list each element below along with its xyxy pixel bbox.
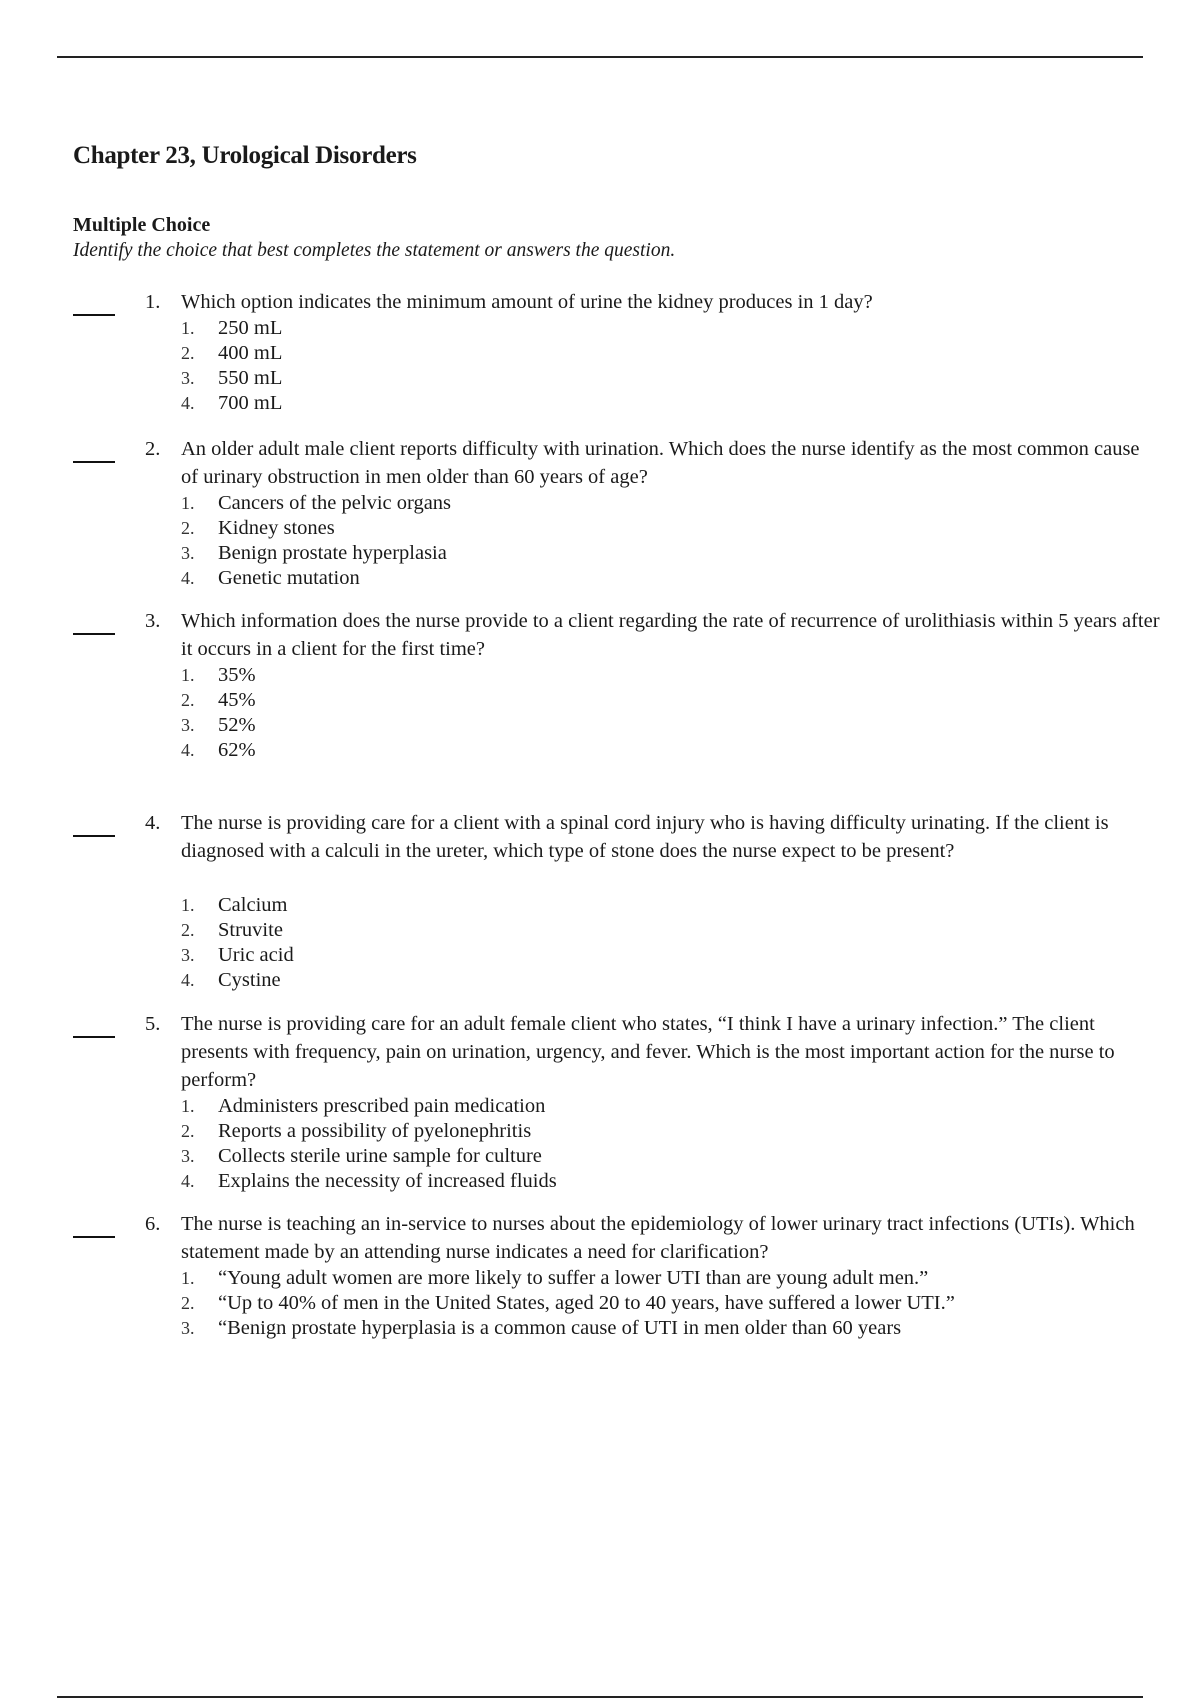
choice-text: Kidney stones xyxy=(218,517,335,539)
choice-number: 1. xyxy=(181,318,195,338)
choice-number: 2. xyxy=(181,690,195,710)
choice-number: 4. xyxy=(181,740,195,760)
choice-number: 1. xyxy=(181,1268,195,1288)
question-text: The nurse is providing care for a client with a spinal cord injury who is having difficulty urinating. If the client is diagnosed with a calculi in the ureter, which type of stone does the nurse expect to be present? xyxy=(181,812,1109,862)
choice-item xyxy=(181,1266,998,1291)
question-number: 6. xyxy=(145,1213,161,1235)
choice-number: 1. xyxy=(181,665,195,685)
choice-item xyxy=(181,316,282,341)
choice-item xyxy=(181,1144,557,1169)
choice-number: 2. xyxy=(181,1293,195,1313)
answer-blank[interactable] xyxy=(73,1236,115,1238)
question-text: The nurse is teaching an in-service to nurses about the epidemiology of lower urinary tract infections (UTIs). Which statement made by an attending nurse indicates a need for clarification? xyxy=(181,1213,1135,1263)
choice-number: 1. xyxy=(181,895,195,915)
question-number: 5. xyxy=(145,1013,161,1035)
choice-text: Collects sterile urine sample for culture xyxy=(218,1145,542,1167)
choice-number: 2. xyxy=(181,920,195,940)
choice-number: 3. xyxy=(181,1318,195,1338)
question-text: The nurse is providing care for an adult female client who states, “I think I have a urinary infection.” The client presents with frequency, pain on urination, urgency, and fever. Which is the most important action for the nurse to perform? xyxy=(181,1013,1115,1091)
choice-text: 35% xyxy=(218,664,256,686)
answer-blank[interactable] xyxy=(73,461,115,463)
page-title: Chapter 23, Urological Disorders xyxy=(73,142,417,169)
choice-item xyxy=(181,1119,557,1144)
choice-number: 1. xyxy=(181,493,195,513)
choice-item xyxy=(181,566,451,591)
choice-text: Cystine xyxy=(218,969,281,991)
question-number: 3. xyxy=(145,610,161,632)
question-number: 2. xyxy=(145,438,161,460)
choice-number: 4. xyxy=(181,1171,195,1191)
choice-text: Cancers of the pelvic organs xyxy=(218,492,452,514)
question-text: Which option indicates the minimum amount of urine the kidney produces in 1 day? xyxy=(181,291,873,313)
choice-list xyxy=(181,316,282,416)
choice-list xyxy=(181,491,451,591)
choice-item xyxy=(181,391,282,416)
choice-list xyxy=(181,1266,998,1341)
answer-blank[interactable] xyxy=(73,314,115,316)
choice-text: “Benign prostate hyperplasia is a common cause of UTI in men older than 60 years xyxy=(218,1317,902,1339)
choice-number: 4. xyxy=(181,568,195,588)
answer-blank[interactable] xyxy=(73,633,115,635)
choice-text: 250 mL xyxy=(218,317,283,339)
choice-list xyxy=(181,893,294,993)
question-number: 1. xyxy=(145,291,161,313)
choice-item xyxy=(181,713,256,738)
choice-number: 2. xyxy=(181,518,195,538)
choice-number: 3. xyxy=(181,543,195,563)
choice-list xyxy=(181,1094,557,1194)
answer-blank[interactable] xyxy=(73,1036,115,1038)
choice-item xyxy=(181,541,451,566)
choice-text: 550 mL xyxy=(218,367,283,389)
question-number: 4. xyxy=(145,812,161,834)
instructions: Identify the choice that best completes the statement or answers the question. xyxy=(73,240,676,261)
choice-text: “Young adult women are more likely to suffer a lower UTI than are young adult men.” xyxy=(218,1267,929,1289)
choice-number: 3. xyxy=(181,945,195,965)
choice-number: 1. xyxy=(181,1096,195,1116)
question-text: Which information does the nurse provide to a client regarding the rate of recurrence of urolithiasis within 5 years after it occurs in a client for the first time? xyxy=(181,610,1160,660)
choice-text: 400 mL xyxy=(218,342,283,364)
choice-number: 4. xyxy=(181,393,195,413)
choice-number: 2. xyxy=(181,1121,195,1141)
choice-number: 4. xyxy=(181,970,195,990)
choice-item xyxy=(181,1094,557,1119)
choice-text: “Up to 40% of men in the United States, aged 20 to 40 years, have suffered a lower UTI.” xyxy=(218,1292,955,1314)
answer-blank[interactable] xyxy=(73,835,115,837)
choice-text: Benign prostate hyperplasia xyxy=(218,542,447,564)
choice-item xyxy=(181,1316,998,1341)
choice-item xyxy=(181,491,451,516)
choice-number: 3. xyxy=(181,715,195,735)
choice-item xyxy=(181,688,256,713)
top-rule xyxy=(57,56,1143,58)
choice-number: 3. xyxy=(181,1146,195,1166)
choice-text: 52% xyxy=(218,714,256,736)
choice-text: Calcium xyxy=(218,894,288,916)
choice-text: Uric acid xyxy=(218,944,294,966)
choice-text: 62% xyxy=(218,739,256,761)
choice-item xyxy=(181,516,451,541)
choice-text: Reports a possibility of pyelonephritis xyxy=(218,1120,532,1142)
choice-item xyxy=(181,1291,998,1316)
choice-item xyxy=(181,893,294,918)
choice-number: 3. xyxy=(181,368,195,388)
choice-item xyxy=(181,1169,557,1194)
choice-item xyxy=(181,918,294,943)
choice-text: 700 mL xyxy=(218,392,283,414)
choice-text: Explains the necessity of increased fluids xyxy=(218,1170,557,1192)
choice-item xyxy=(181,341,282,366)
section-heading: Multiple Choice xyxy=(73,214,211,236)
choice-item xyxy=(181,968,294,993)
choice-text: Genetic mutation xyxy=(218,567,360,589)
bottom-rule xyxy=(57,1696,1143,1698)
question-text: An older adult male client reports difficulty with urination. Which does the nurse identify as the most common cause of urinary obstruction in men older than 60 years of age? xyxy=(181,438,1140,488)
choice-text: 45% xyxy=(218,689,256,711)
choice-item xyxy=(181,366,282,391)
choice-text: Struvite xyxy=(218,919,283,941)
choice-item xyxy=(181,943,294,968)
choice-list xyxy=(181,663,256,763)
choice-number: 2. xyxy=(181,343,195,363)
choice-text: Administers prescribed pain medication xyxy=(218,1095,546,1117)
choice-item xyxy=(181,663,256,688)
choice-item xyxy=(181,738,256,763)
